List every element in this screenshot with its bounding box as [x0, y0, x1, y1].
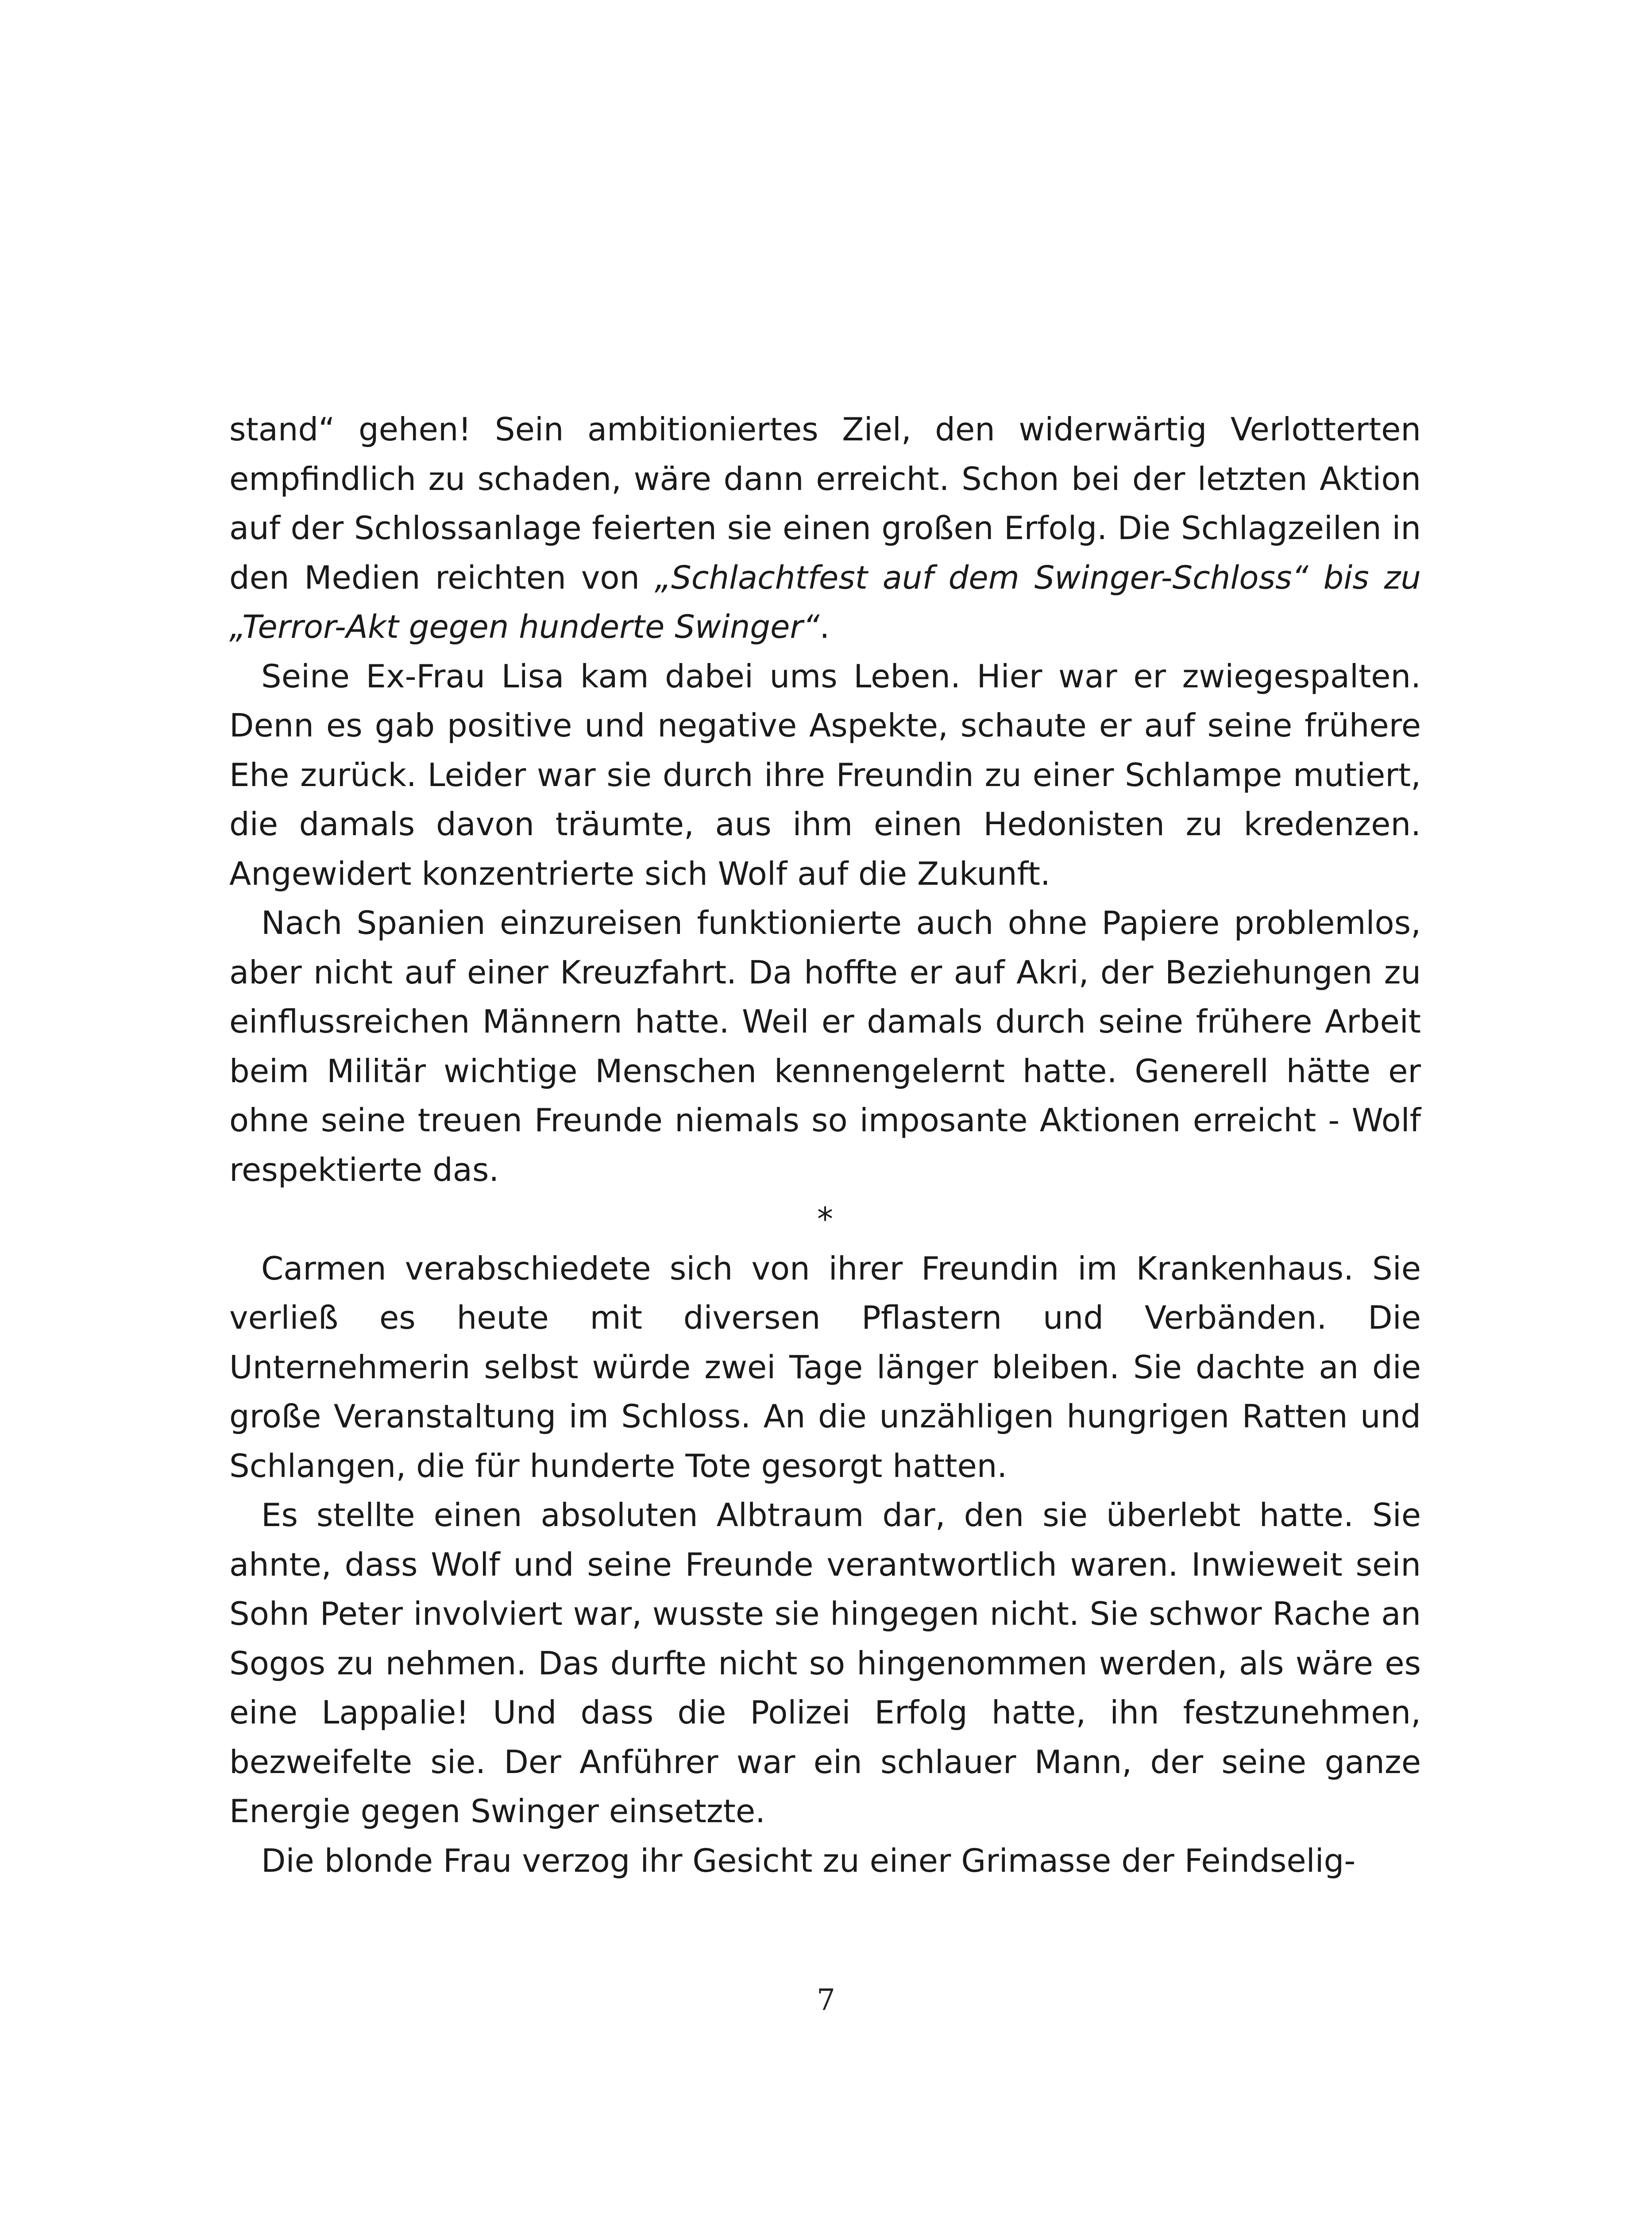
headline-quotes: „Schlachtfest auf dem Swinger-Schloss“ bis zu „Terror-Akt gegen hunderte Swinger“: [229, 559, 1421, 645]
page-number: 7: [817, 1983, 835, 2017]
paragraph-5: Es stellte einen absoluten Albtraum dar, den sie überlebt hatte. Sie ahnte, dass Wolf und seine Freunde verantwortlich waren. Inwieweit sein Sohn Peter involviert war, wusste sie hingegen nicht. Sie schwor Rache an Sogos zu nehmen. Das durfte nicht so hingenommen werden, als wäre es eine Lappalie! Und dass die Polizei Erfolg hatte, ihn festzunehmen, bezweifelte sie. Der Anführer war ein schlauer Mann, der seine ganze Energie gegen Swinger einsetzte.: [229, 1496, 1421, 1830]
paragraph-1-end: .: [819, 608, 830, 645]
paragraph-1-text: stand“ gehen! Sein ambitioniertes Ziel, den widerwärtig Verlotterten empfindlich zu schaden, wäre dann erreicht. Schon bei der letzten Aktion auf der Schlossanlage feierten sie einen großen Erfolg. Die Schlagzeilen in den Medien reichten von: [229, 411, 1421, 596]
paragraph-2: Seine Ex-Frau Lisa kam dabei ums Leben. Hier war er zwiegespalten. Denn es gab positive und negative Aspekte, schaute er auf seine frühere Ehe zurück. Leider war sie durch ihre Freundin zu einer Schlampe mutiert, die damals davon träumte, aus ihm einen Hedonisten zu kredenzen. Angewidert konzentrierte sich Wolf auf die Zukunft.: [229, 657, 1421, 892]
paragraph-4: Carmen verabschiedete sich von ihrer Freundin im Krankenhaus. Sie verließ es heute mit diversen Pflastern und Verbänden. Die Unternehmerin selbst würde zwei Tage länger bleiben. Sie dachte an die große Veranstaltung im Schloss. An die unzähligen hungrigen Ratten und Schlangen, die für hunderte Tote gesorgt hatten.: [229, 1249, 1421, 1484]
body-text: [229, 405, 1421, 1885]
paragraph-3: Nach Spanien einzureisen funktionierte auch ohne Papiere problemlos, aber nicht auf einer Kreuzfahrt. Da hoffte er auf Akri, der Beziehungen zu einflussreichen Männern hatte. Weil er damals durch seine frühere Arbeit beim Militär wichtige Menschen kennengelernt hatte. Generell hätte er ohne seine treuen Freunde niemals so imposante Aktionen erreicht - Wolf respektierte das.: [229, 904, 1421, 1188]
paragraph-1: [229, 405, 1421, 652]
paragraph-6: Die blonde Frau verzog ihr Gesicht zu einer Grimasse der Feindselig-: [261, 1842, 1356, 1879]
scene-separator: *: [817, 1200, 833, 1238]
